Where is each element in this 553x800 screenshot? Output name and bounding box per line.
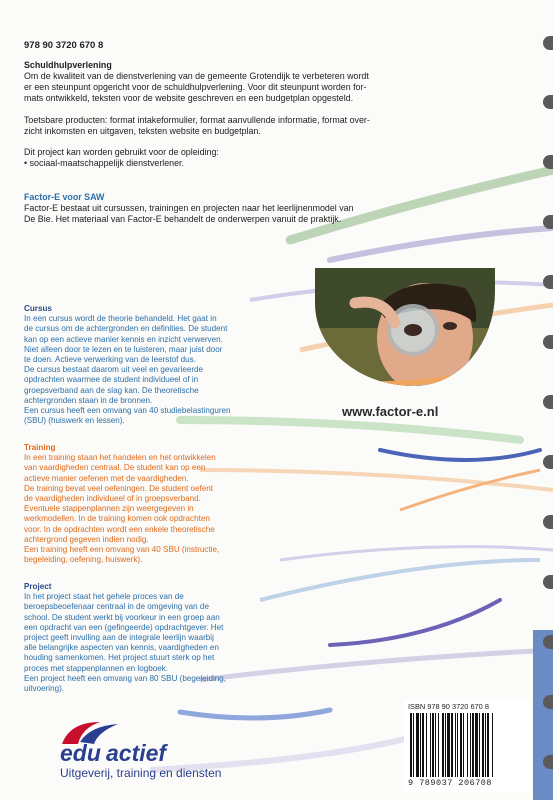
project-line: Een project heeft een omvang van 80 SBU (begeleiding, bbox=[24, 673, 227, 683]
edu-actief-logo bbox=[60, 718, 240, 788]
project-line: een opdracht van een (gefingeerde) opdrachtgever. Het bbox=[24, 622, 224, 632]
project-line: In het project staat het gehele proces van de bbox=[24, 592, 184, 602]
project-line: beroepsbeoefenaar centraal in de omgeving van de bbox=[24, 602, 209, 612]
cursus-line: In een cursus wordt de theorie behandeld. Het gaat in bbox=[24, 314, 217, 324]
logo-actief: actief bbox=[106, 740, 167, 766]
cursus-line: de cursus om de achtergronden en definities. De student bbox=[24, 324, 228, 334]
cursus-line: achtergronden staan in de bronnen. bbox=[24, 395, 153, 405]
training-line: De training bevat veel oefeningen. De student oefent bbox=[24, 483, 213, 493]
factor-line: De Bie. Het materiaal van Factor-E behandelt de onderwerpen vanuit de praktijk. bbox=[24, 213, 342, 224]
isbn-heading: 978 90 3720 670 8 bbox=[24, 40, 104, 51]
training-line: de vaardigheden individueel of in groepsverband. bbox=[24, 494, 201, 504]
cursus-line: (SBU) (huiswerk en lessen). bbox=[24, 416, 125, 426]
project-line: project geeft invulling aan de integrale leerlijn waarbij bbox=[24, 633, 214, 643]
cursus-section bbox=[24, 304, 274, 426]
training-line: voor. In de opdrachten wordt een enkele theoretische bbox=[24, 524, 215, 534]
training-line: van vaardigheden centraal. De student kan op een bbox=[24, 463, 206, 473]
intro-section bbox=[24, 60, 370, 169]
training-line: achtergrond gegeven indien nodig. bbox=[24, 534, 149, 544]
cursus-line: Een cursus heeft een omvang van 40 studiebelastinguren bbox=[24, 406, 231, 416]
intro-line: Om de kwaliteit van de dienstverlening van de gemeente Grotendijk te verbeteren wordt bbox=[24, 70, 369, 81]
project-section bbox=[24, 582, 274, 694]
project-line: school. De student werkt bij voorkeur in een groep aan bbox=[24, 612, 220, 622]
intro-line: er een steunpunt opgericht voor de schuldhulpverlening. Voor dit steunpunt worden for- bbox=[24, 81, 367, 92]
logo-tagline: Uitgeverij, training en diensten bbox=[60, 766, 222, 780]
project-line: proces met stappenplannen en logboek. bbox=[24, 663, 168, 673]
project-line: houding samenkomen. Het project stuurt sterk op het bbox=[24, 653, 215, 663]
cursus-line: opdrachten waarmee de student individueel of in bbox=[24, 375, 199, 385]
training-section bbox=[24, 443, 274, 565]
barcode-digits: 9 789037 206708 bbox=[408, 778, 493, 788]
project-line: alle belangrijke aspecten van kennis, vaardigheden en bbox=[24, 643, 219, 653]
training-line: Een training heeft een omvang van 40 SBU (instructie, bbox=[24, 545, 220, 555]
project-line: uitvoering). bbox=[24, 684, 65, 694]
cursus-line: Niet alleen door te lezen en te luisteren, maar juist door bbox=[24, 344, 223, 354]
barcode-icon bbox=[408, 713, 526, 777]
cursus-title: Cursus bbox=[24, 304, 52, 313]
training-title: Training bbox=[24, 443, 56, 452]
training-line: werkmodellen. In de training komen ook opdrachten bbox=[24, 514, 210, 524]
cursus-line: De cursus bestaat daarom uit veel en gevarieerde bbox=[24, 365, 204, 375]
project-title: Project bbox=[24, 582, 52, 591]
logo-edu: edu bbox=[60, 740, 101, 766]
binder-holes bbox=[539, 0, 553, 800]
barcode-box bbox=[404, 700, 530, 792]
products-line: Toetsbare producten: format intakeformulier, format aanvullende informatie, format over- bbox=[24, 114, 370, 125]
cursus-line: kan op een actieve manier kennis en inzicht verwerven. bbox=[24, 334, 223, 344]
usage-item: • sociaal-maatschappelijk dienstverlener. bbox=[24, 158, 184, 169]
factor-title: Factor-E voor SAW bbox=[24, 192, 105, 202]
products-line: zicht inkomsten en uitgaven, teksten website en budgetplan. bbox=[24, 125, 261, 136]
training-line: actieve manier oefenen met de vaardigheden. bbox=[24, 473, 189, 483]
cursus-line: groepsverband aan de slag kan. De theoretische bbox=[24, 385, 199, 395]
training-line: begeleiding, oefening, huiswerk). bbox=[24, 555, 143, 565]
cursus-line: te doen. Actieve verwerking van de leerstof dus. bbox=[24, 355, 196, 365]
intro-line: mats ontwikkeld, teksten voor de website geschreven en een budgetplan opgesteld. bbox=[24, 92, 354, 103]
training-line: Eventuele stappenplannen zijn weergegeven in bbox=[24, 504, 194, 514]
training-line: In een training staan het handelen en het ontwikkelen bbox=[24, 453, 216, 463]
barcode-isbn: ISBN 978 90 3720 670 8 bbox=[408, 702, 489, 711]
website-url[interactable]: www.factor-e.nl bbox=[342, 404, 439, 419]
factor-line: Factor-E bestaat uit cursussen, trainingen en projecten naar het leerlijnenmodel van bbox=[24, 202, 354, 213]
intro-title: Schuldhulpverlening bbox=[24, 60, 112, 70]
factor-section bbox=[24, 192, 354, 225]
usage-intro: Dit project kan worden gebruikt voor de opleiding: bbox=[24, 147, 219, 158]
